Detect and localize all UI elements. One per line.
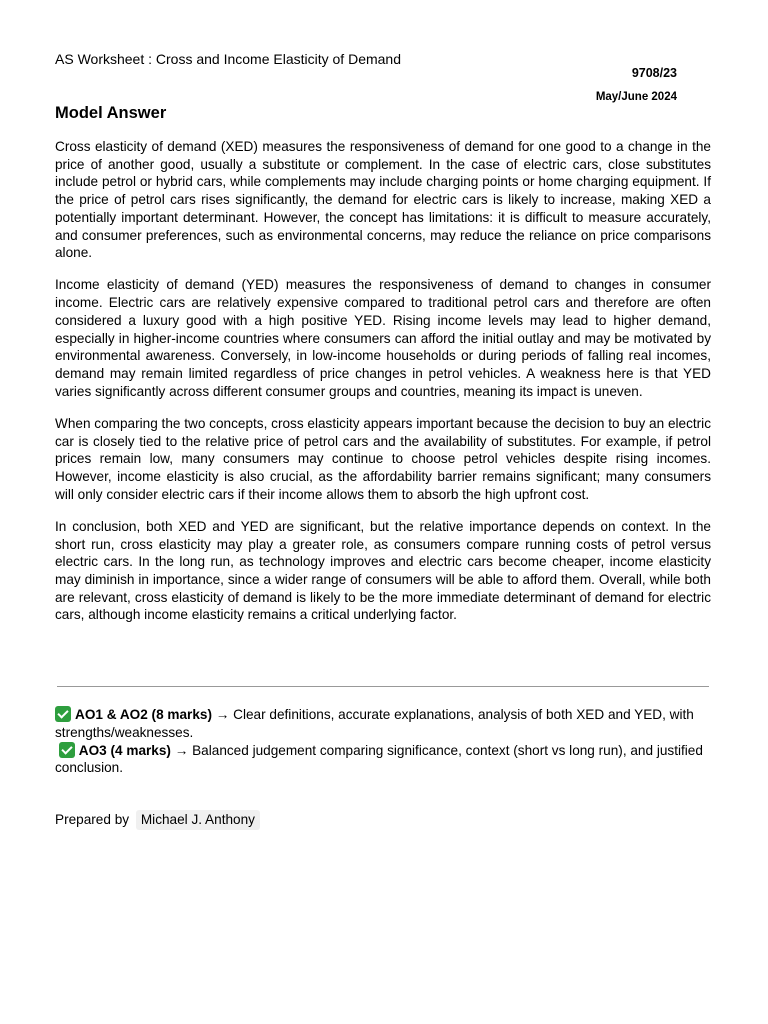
criterion-label: AO3 (4 marks) xyxy=(78,742,171,758)
prepared-by xyxy=(55,810,260,830)
criterion-ao1-ao2 xyxy=(55,706,715,742)
answer-body xyxy=(55,138,711,639)
paragraph-yed: Income elasticity of demand (YED) measures the responsiveness of demand to changes in consumer income. Electric cars are relatively expensive compared to traditional petrol cars and therefore are often considered a luxury good with a high positive YED. Rising income levels may lead to higher demand, especially in higher-income countries where consumers can afford the initial outlay and may be motivated by environmental awareness. Conversely, in low-income households or during periods of falling real incomes, demand may remain limited regardless of price changes in petrol vehicles. A weakness here is that YED varies significantly across different consumer groups and countries, meaning its impact is uneven. xyxy=(55,277,711,399)
paper-code: 9708/23 xyxy=(631,66,677,80)
paragraph-comparison: When comparing the two concepts, cross elasticity appears important because the decision to buy an electric car is closely tied to the relative price of petrol cars and the availability of substitutes. For example, if petrol prices remain low, many consumers may continue to choose petrol vehicles despite rising incomes. However, income elasticity is also crucial, as the affordability barrier remains significant; many consumers will only consider electric cars if their income allows them to absorb the high upfront cost. xyxy=(55,415,711,502)
paragraph-conclusion: In conclusion, both XED and YED are significant, but the relative importance depends on context. In the short run, cross elasticity may play a greater role, as consumers compare running costs of petrol versus electric cars. In the long run, as technology improves and electric cars become cheaper, income elasticity may diminish in importance, since a wider range of consumers will be able to afford them. Overall, while both are relevant, cross elasticity of demand is likely to be the more immediate determinant of demand for electric cars, although income elasticity remains a critical underlying factor. xyxy=(55,518,711,623)
exam-session: May/June 2024 xyxy=(595,91,677,103)
criterion-ao3 xyxy=(55,742,715,778)
paragraph-xed: Cross elasticity of demand (XED) measures the responsiveness of demand for one good to a change in the price of another good, usually a substitute or complement. In the case of electric cars, close substitutes include petrol or hybrid cars, while complements may include charging points or home charging equipment. If the price of petrol cars rises significantly, the demand for electric cars is likely to increase, making XED a potentially important determinant. However, the concept has limitations: it is difficult to measure accurately, and consumer preferences, such as environmental concerns, may reduce the reliance on price comparisons alone. xyxy=(55,139,711,261)
check-mark-icon xyxy=(59,742,75,758)
worksheet-title: AS Worksheet : Cross and Income Elasticity of Demand xyxy=(55,51,401,67)
check-mark-icon xyxy=(55,706,71,722)
model-answer-heading: Model Answer xyxy=(55,104,167,122)
criterion-label: AO1 & AO2 (8 marks) xyxy=(75,707,212,722)
criterion-text: → Clear definitions, accurate explanations, analysis of both XED and YED, with strengths/weaknesses. xyxy=(55,707,694,740)
prepared-by-label: Prepared by xyxy=(55,812,130,827)
criterion-text: → Balanced judgement comparing significance, context (short vs long run), and justified conclusion. xyxy=(55,742,703,776)
marking-criteria xyxy=(55,706,715,777)
author-name: Michael J. Anthony xyxy=(136,810,260,830)
section-divider xyxy=(57,686,709,687)
